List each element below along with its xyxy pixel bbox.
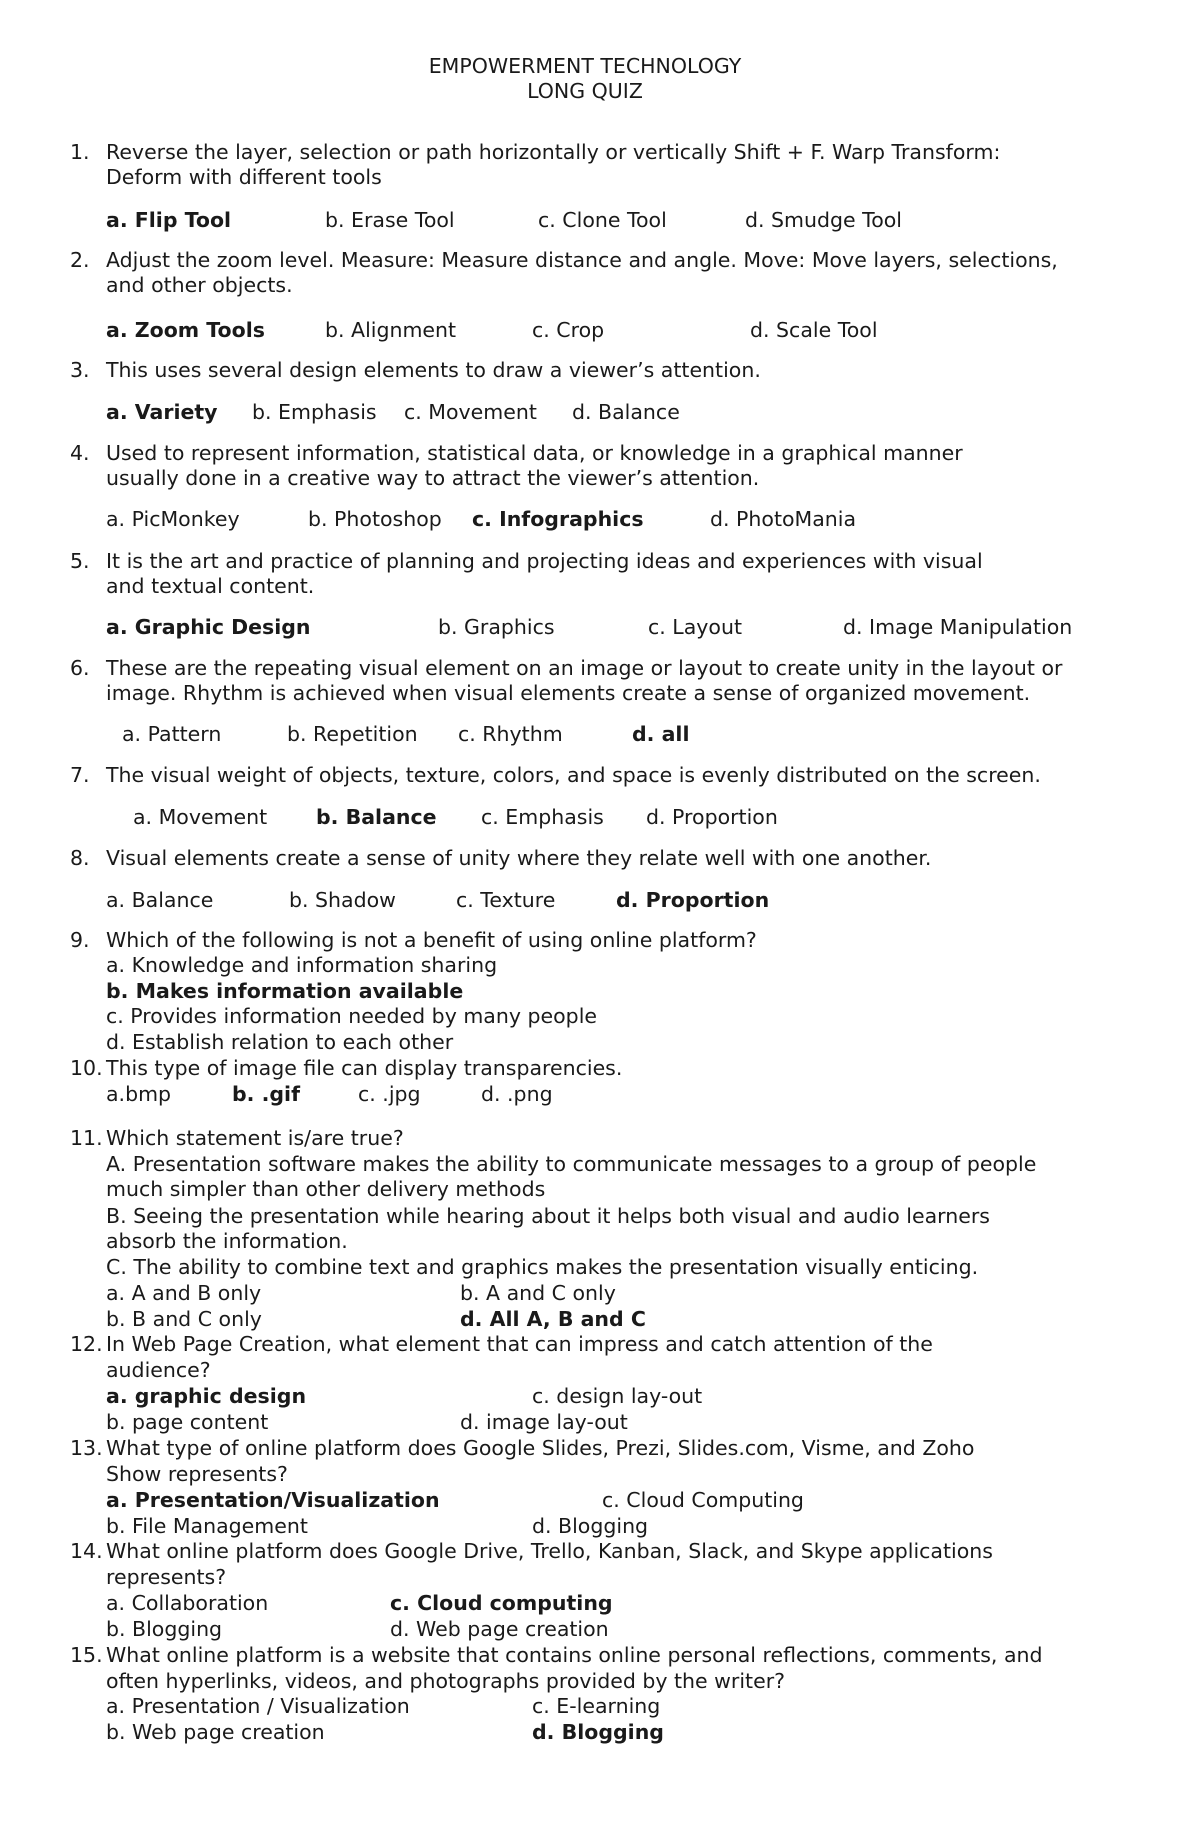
correct-answer-option: a. Zoom Tools (106, 318, 265, 342)
answer-option: a. Presentation / Visualization (106, 1694, 410, 1718)
question-text: In Web Page Creation, what element that can impress and catch attention of the (106, 1332, 933, 1356)
answer-option: b. B and C only (106, 1307, 262, 1331)
question-text: Visual elements create a sense of unity where they relate well with one another. (106, 846, 932, 870)
question-number: 15. (70, 1643, 103, 1667)
question-text: Show represents? (106, 1462, 288, 1486)
question-number: 10. (70, 1056, 103, 1080)
question-text: image. Rhythm is achieved when visual elements create a sense of organized movement. (106, 681, 1031, 705)
answer-option: c. design lay-out (532, 1384, 703, 1408)
question-text: absorb the information. (106, 1229, 348, 1253)
question-text: Which of the following is not a benefit of using online platform? (106, 928, 757, 952)
question-text: A. Presentation software makes the ability to communicate messages to a group of people (106, 1152, 1037, 1176)
question-text: What online platform does Google Drive, Trello, Kanban, Slack, and Skype applications (106, 1539, 993, 1563)
document-title: EMPOWERMENT TECHNOLOGY (428, 54, 742, 78)
question-number: 12. (70, 1332, 103, 1356)
question-number: 11. (70, 1126, 103, 1150)
correct-answer-option: d. All A, B and C (460, 1307, 646, 1331)
question-text: It is the art and practice of planning and projecting ideas and experiences with visual (106, 549, 983, 573)
answer-option: a. A and B only (106, 1281, 262, 1305)
answer-option: c. E-learning (532, 1694, 661, 1718)
correct-answer-option: b. .gif (232, 1082, 301, 1106)
answer-option: c. Texture (456, 888, 556, 912)
question-text: What online platform is a website that contains online personal reflections, comments, and (106, 1643, 1043, 1667)
answer-option: a. Balance (106, 888, 214, 912)
answer-option: d. Web page creation (390, 1617, 609, 1641)
correct-answer-option: a. Flip Tool (106, 208, 232, 232)
answer-option: a. PicMonkey (106, 507, 240, 531)
question-number: 3. (70, 358, 90, 382)
question-number: 4. (70, 441, 90, 465)
question-number: 14. (70, 1539, 103, 1563)
answer-option: b. Graphics (438, 615, 555, 639)
answer-option: b. Erase Tool (325, 208, 455, 232)
correct-answer-option: c. Infographics (472, 507, 644, 531)
answer-option: b. File Management (106, 1514, 308, 1538)
answer-option: b. Web page creation (106, 1720, 325, 1744)
question-text: much simpler than other delivery methods (106, 1177, 546, 1201)
correct-answer-option: b. Balance (316, 805, 437, 829)
answer-option: d. Establish relation to each other (106, 1030, 454, 1054)
answer-option: a. Movement (133, 805, 268, 829)
correct-answer-option: d. Blogging (532, 1720, 664, 1744)
answer-option: d. Scale Tool (750, 318, 878, 342)
answer-option: d. Smudge Tool (745, 208, 902, 232)
correct-answer-option: d. all (632, 722, 690, 746)
answer-option: b. Emphasis (252, 400, 377, 424)
answer-option: c. Rhythm (458, 722, 563, 746)
question-text: B. Seeing the presentation while hearing about it helps both visual and audio learners (106, 1204, 990, 1228)
answer-option: d. Proportion (646, 805, 778, 829)
answer-option: d. Image Manipulation (843, 615, 1073, 639)
document-subtitle: LONG QUIZ (527, 79, 643, 103)
question-number: 6. (70, 656, 90, 680)
correct-answer-option: a. Presentation/Visualization (106, 1488, 440, 1512)
question-text: Adjust the zoom level. Measure: Measure distance and angle. Move: Move layers, selections, (106, 248, 1058, 272)
correct-answer-option: d. Proportion (616, 888, 770, 912)
answer-option: b. Repetition (287, 722, 418, 746)
question-text: What type of online platform does Google Slides, Prezi, Slides.com, Visme, and Zoho (106, 1436, 975, 1460)
answer-option: c. Crop (532, 318, 605, 342)
correct-answer-option: a. graphic design (106, 1384, 307, 1408)
answer-option: b. Photoshop (308, 507, 442, 531)
question-number: 7. (70, 763, 90, 787)
question-text: Which statement is/are true? (106, 1126, 404, 1150)
question-number: 5. (70, 549, 90, 573)
answer-option: c. Layout (648, 615, 742, 639)
answer-option: d. PhotoMania (710, 507, 857, 531)
question-number: 1. (70, 140, 90, 164)
answer-option: a. Knowledge and information sharing (106, 953, 498, 977)
answer-option: b. Blogging (106, 1617, 223, 1641)
question-text: and other objects. (106, 273, 293, 297)
question-text: represents? (106, 1565, 227, 1589)
answer-option: d. image lay-out (460, 1410, 628, 1434)
question-text: usually done in a creative way to attract the viewer’s attention. (106, 466, 760, 490)
answer-option: d. Balance (572, 400, 680, 424)
correct-answer-option: b. Makes information available (106, 979, 464, 1003)
question-text: and textual content. (106, 574, 315, 598)
answer-option: a. Collaboration (106, 1591, 269, 1615)
question-text: audience? (106, 1358, 211, 1382)
question-number: 13. (70, 1436, 103, 1460)
question-text: C. The ability to combine text and graphics makes the presentation visually enticing. (106, 1255, 979, 1279)
answer-option: a. Pattern (122, 722, 222, 746)
question-number: 2. (70, 248, 90, 272)
question-text: Deform with different tools (106, 165, 382, 189)
correct-answer-option: c. Cloud computing (390, 1591, 613, 1615)
answer-option: d. Blogging (532, 1514, 649, 1538)
answer-option: c. .jpg (358, 1082, 421, 1106)
correct-answer-option: a. Graphic Design (106, 615, 311, 639)
question-number: 8. (70, 846, 90, 870)
question-text: often hyperlinks, videos, and photographs provided by the writer? (106, 1669, 786, 1693)
question-number: 9. (70, 928, 90, 952)
question-text: These are the repeating visual element on an image or layout to create unity in the layout or (106, 656, 1063, 680)
question-text: Used to represent information, statistical data, or knowledge in a graphical manner (106, 441, 963, 465)
correct-answer-option: a. Variety (106, 400, 218, 424)
answer-option: b. Alignment (325, 318, 457, 342)
question-text: The visual weight of objects, texture, colors, and space is evenly distributed on the screen. (106, 763, 1041, 787)
answer-option: d. .png (481, 1082, 553, 1106)
answer-option: c. Cloud Computing (602, 1488, 804, 1512)
answer-option: c. Emphasis (481, 805, 604, 829)
answer-option: b. Shadow (289, 888, 396, 912)
answer-option: c. Clone Tool (538, 208, 667, 232)
question-text: This uses several design elements to draw a viewer’s attention. (106, 358, 761, 382)
question-text: This type of image file can display transparencies. (106, 1056, 623, 1080)
answer-option: c. Movement (404, 400, 537, 424)
question-text: Reverse the layer, selection or path horizontally or vertically Shift + F. Warp Transform: (106, 140, 1001, 164)
answer-option: b. A and C only (460, 1281, 616, 1305)
answer-option: b. page content (106, 1410, 269, 1434)
answer-option: c. Provides information needed by many people (106, 1004, 597, 1028)
answer-option: a.bmp (106, 1082, 172, 1106)
